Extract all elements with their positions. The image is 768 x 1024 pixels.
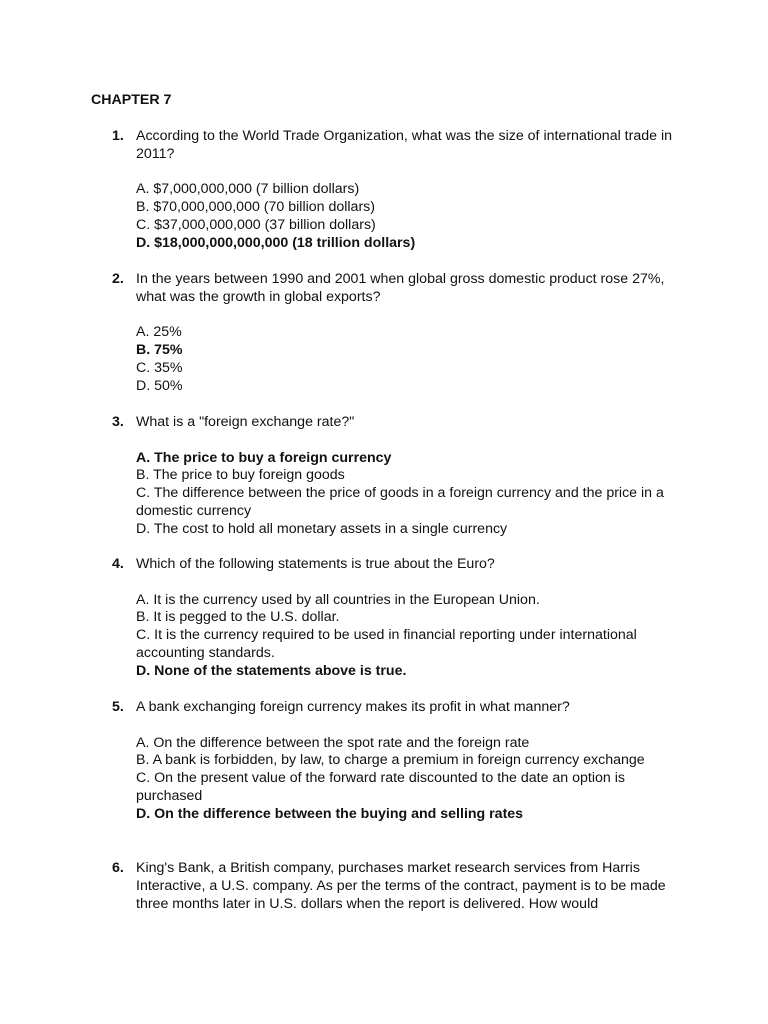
answer-option: B. $70,000,000,000 (70 billion dollars) xyxy=(136,199,375,216)
answer-option: B. It is pegged to the U.S. dollar. xyxy=(136,609,340,626)
answer-option: D. 50% xyxy=(136,377,183,394)
question-number: 2. xyxy=(112,271,124,287)
question-number: 3. xyxy=(112,414,124,430)
question-number: 5. xyxy=(112,699,124,715)
question-6 xyxy=(91,860,681,931)
answer-option: C. 35% xyxy=(136,359,183,376)
correct-answer-option: A. The price to buy a foreign currency xyxy=(136,449,392,466)
answer-option: C. The difference between the price of goods in a foreign currency and the price in a domestic currency xyxy=(136,485,664,519)
answer-option: C. $37,000,000,000 (37 billion dollars) xyxy=(136,216,376,233)
answer-option: A. On the difference between the spot rate and the foreign rate xyxy=(136,734,530,751)
question-stem: King's Bank, a British company, purchases market research services from Harris Interactive, a U.S. company. As per the terms of the contract, payment is to be made three months later in U.S. dollars when the report is delivered. How would xyxy=(136,860,666,912)
answer-option: B. The price to buy foreign goods xyxy=(136,467,345,484)
question-stem: A bank exchanging foreign currency makes its profit in what manner? xyxy=(136,699,570,715)
answer-option: C. It is the currency required to be used in financial reporting under international accounting standards. xyxy=(136,627,637,661)
answer-option: A. It is the currency used by all countries in the European Union. xyxy=(136,591,540,608)
question-2 xyxy=(91,271,681,396)
question-5 xyxy=(91,699,681,824)
question-1 xyxy=(91,128,681,253)
question-4 xyxy=(91,556,681,681)
correct-answer-option: D. On the difference between the buying and selling rates xyxy=(136,805,524,822)
correct-answer-option: D. $18,000,000,000,000 (18 trillion dollars) xyxy=(136,234,416,251)
answer-option: D. The cost to hold all monetary assets in a single currency xyxy=(136,520,508,537)
question-stem: In the years between 1990 and 2001 when global gross domestic product rose 27%, what was the growth in global exports? xyxy=(136,271,665,305)
correct-answer-option: D. None of the statements above is true. xyxy=(136,662,407,679)
question-3 xyxy=(91,414,681,539)
chapter-title: CHAPTER 7 xyxy=(91,92,172,108)
question-stem: According to the World Trade Organization, what was the size of international trade in 2011? xyxy=(136,128,672,162)
answer-option: C. On the present value of the forward rate discounted to the date an option is purchased xyxy=(136,770,625,804)
question-number: 6. xyxy=(112,860,124,876)
answer-option: B. A bank is forbidden, by law, to charge a premium in foreign currency exchange xyxy=(136,752,645,769)
answer-option: A. $7,000,000,000 (7 billion dollars) xyxy=(136,181,360,198)
answer-option: A. 25% xyxy=(136,324,182,341)
question-number: 1. xyxy=(112,128,124,144)
question-stem: Which of the following statements is true about the Euro? xyxy=(136,556,495,572)
correct-answer-option: B. 75% xyxy=(136,342,183,359)
question-number: 4. xyxy=(112,556,124,572)
question-stem: What is a "foreign exchange rate?" xyxy=(136,414,355,430)
